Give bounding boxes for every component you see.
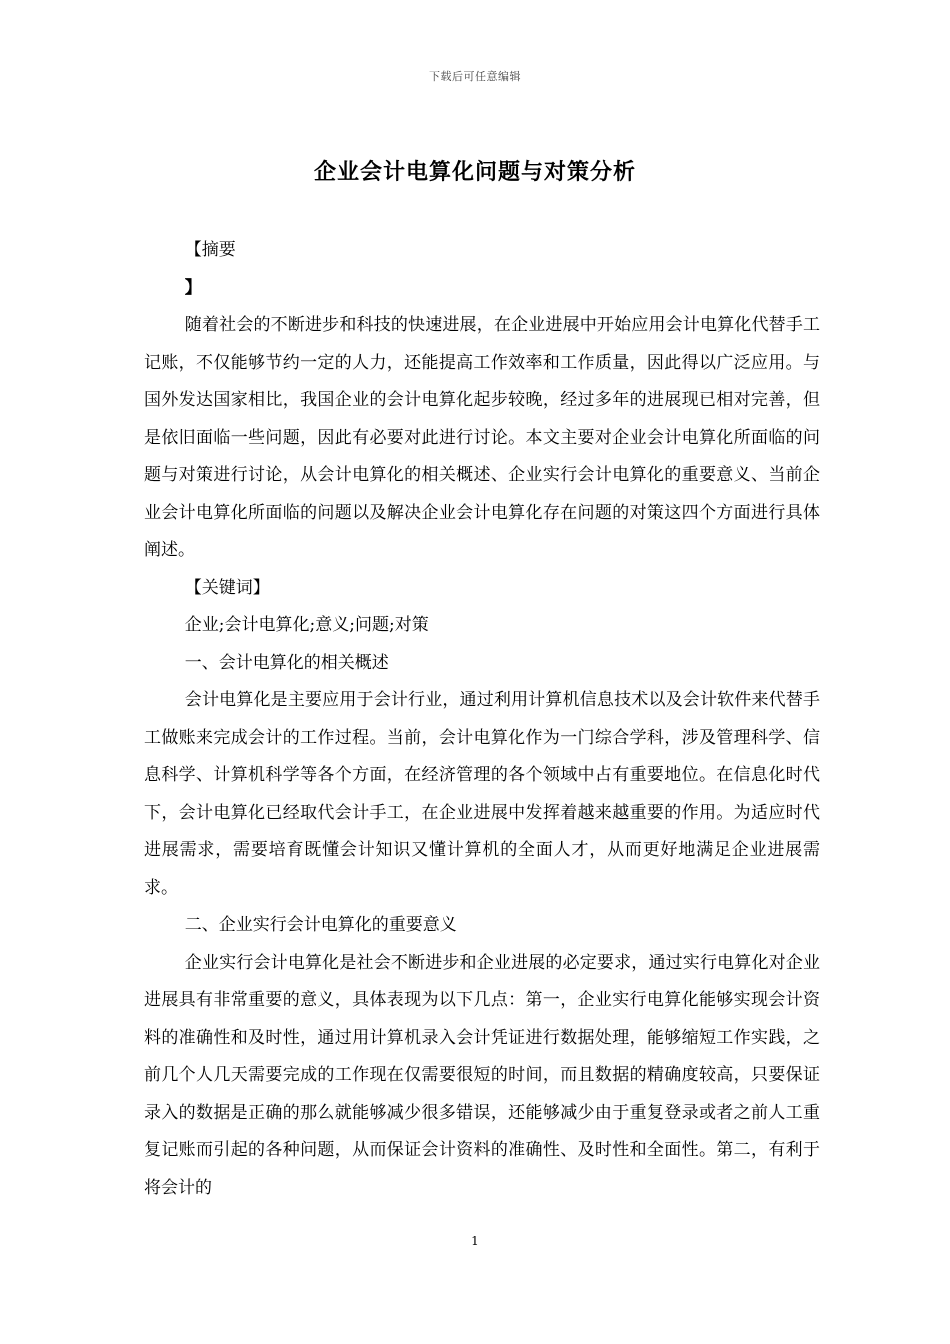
keywords-list: 企业;会计电算化;意义;问题;对策 bbox=[184, 615, 429, 635]
page-number: 1 bbox=[471, 1234, 479, 1248]
abstract-heading-close: 】 bbox=[184, 277, 202, 298]
document-title: 企业会计电算化问题与对策分析 bbox=[313, 159, 636, 185]
abstract-heading-open: 【摘要 bbox=[184, 240, 236, 260]
header-note: 下载后可任意编辑 bbox=[429, 70, 521, 83]
section-1-paragraph: 会计电算化是主要应用于会计行业，通过利用计算机信息技术以及会计软件来代替手工做账来完成会计的工作过程。当前，会计电算化作为一门综合学科，涉及管理科学、信息科学、计算机科学等各个方面，在经济管理的各个领域中占有重要地位。在信息化时代下，会计电算化已经取代会计手工，在企业进展中发挥着越来越重要的作用。为适应时代进展需求，需要培育既懂会计知识又懂计算机的全面人才，从而更好地满足企业进展需求。 bbox=[144, 690, 820, 898]
keywords-heading: 【关键词】 bbox=[184, 577, 270, 598]
abstract-paragraph: 随着社会的不断进步和科技的快速进展，在企业进展中开始应用会计电算化代替手工记账，不仅能够节约一定的人力，还能提高工作效率和工作质量，因此得以广泛应用。与国外发达国家相比，我国企业的会计电算化起步较晚，经过多年的进展现已相对完善，但是依旧面临一些问题，因此有必要对此进行讨论。本文主要对企业会计电算化所面临的问题与对策进行讨论，从会计电算化的相关概述、企业实行会计电算化的重要意义、当前企业会计电算化所面临的问题以及解决企业会计电算化存在问题的对策这四个方面进行具体阐述。 bbox=[144, 315, 820, 560]
section-1-heading: 一、会计电算化的相关概述 bbox=[184, 652, 389, 673]
section-2-heading: 二、企业实行会计电算化的重要意义 bbox=[184, 915, 457, 935]
section-2-paragraph: 企业实行会计电算化是社会不断进步和企业进展的必定要求，通过实行电算化对企业进展具有非常重要的意义，具体表现为以下几点：第一，企业实行电算化能够实现会计资料的准确性和及时性，通过用计算机录入会计凭证进行数据处理，能够缩短工作实践，之前几个人几天需要完成的工作现在仅需要很短的时间，而且数据的精确度较高，只要保证录入的数据是正确的那么就能够减少很多错误，还能够减少由于重复登录或者之前人工重复记账而引起的各种问题，从而保证会计资料的准确性、及时性和全面性。第二，有利于将会计的 bbox=[144, 952, 820, 1198]
document-body bbox=[144, 232, 820, 1207]
